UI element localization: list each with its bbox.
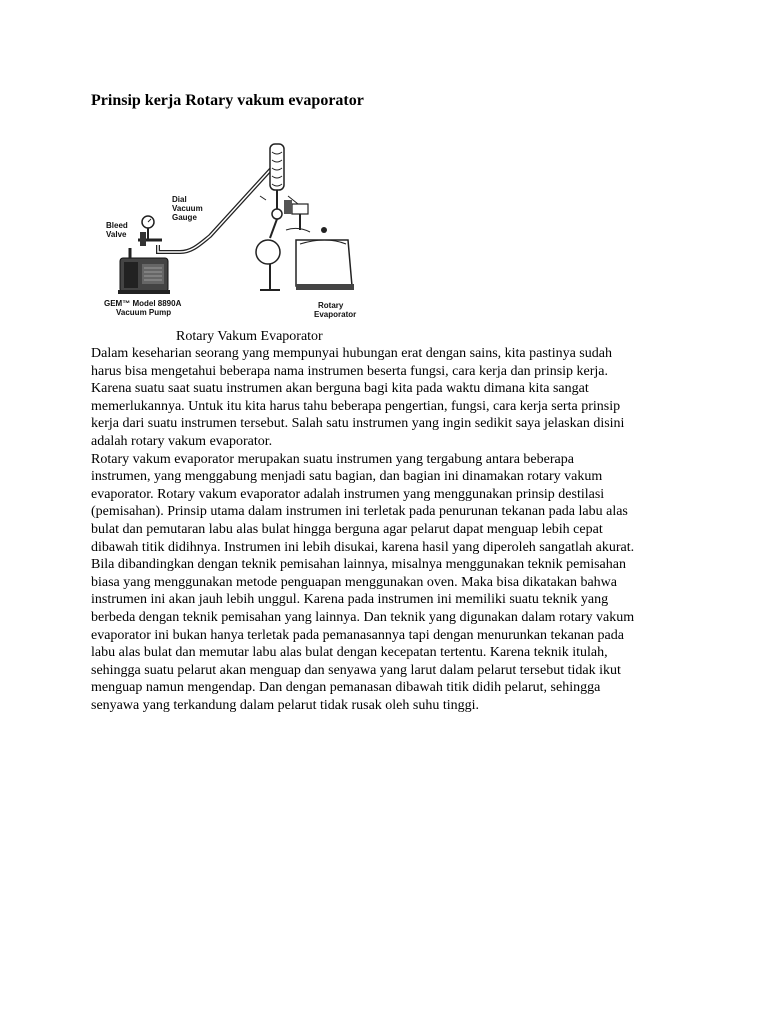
body-line: instrumen, yang menggabung menjadi satu bagian, dan bagian ini dinamakan rotary vakum [91,469,603,485]
body-line: (pemisahan). Prinsip utama dalam instrumen ini terletak pada penurunan tekanan pada labu alas [91,504,628,520]
body-line: dibawah titik didihnya. Instrumen ini lebih disukai, karena hasil yang diperoleh sangatlah akurat. [91,539,635,555]
body-line: biasa yang menggunakan metode penguapan menggunakan oven. Maka bisa dikatakan bahwa [91,574,617,590]
body-paragraphs [91,345,691,714]
label-rotary-2: Evaporator [314,310,357,319]
body-line: Dalam keseharian seorang yang mempunyai hubungan erat dengan sains, kita pastinya sudah [91,346,612,361]
label-bleed-valve-1: Bleed [106,221,128,230]
body-line: Karena suatu saat suatu instrumen akan berguna bagi kita pada waktu dimana kita sangat [91,381,589,397]
body-line: evaporator ini bukan hanya terletak pada pemanasannya tapi dengan menurunkan tekanan pada [91,627,624,643]
label-pump-2: Vacuum Pump [116,308,172,317]
body-line: kerja dari suatu instrumen tersebut. Salah satu instrumen yang ingin sedikit saya jelaskan disini [91,416,625,432]
label-dial-gauge-2: Vacuum [172,204,203,213]
document-title: Prinsip kerja Rotary vakum evaporator [91,92,364,109]
body-line: instrumen ini akan jauh lebih unggul. Karena pada instrumen ini memiliki suatu teknik yang [91,592,609,608]
body-line: memerlukannya. Untuk itu kita harus tahu beberapa pengertian, fungsi, cara kerja serta prinsip [91,398,621,414]
label-dial-gauge-3: Gauge [172,213,197,222]
figure-caption: Rotary Vakum Evaporator [176,329,323,344]
vacuum-pump [118,248,170,294]
label-dial-gauge-1: Dial [172,195,187,204]
body-line: evaporator. Rotary vakum evaporator adalah instrumen yang menggunakan prinsip destilasi [91,486,605,502]
body-line: Bila dibandingkan dengan teknik pemisahan lainnya, misalnya menggunakan teknik pemisahan [91,557,626,573]
body-line: Rotary vakum evaporator merupakan suatu instrumen yang tergabung antara beberapa [91,451,574,467]
label-rotary-1: Rotary [318,301,344,310]
body-line: harus bisa mengetahui beberapa nama instrumen beserta fungsi, cara kerja dan prinsip kerja. [91,363,609,379]
rotary-evaporator-figure [100,140,370,332]
body-line: sehingga suatu pelarut akan menguap dan senyawa yang larut dalam pelarut tersebut tidak ikut [91,662,621,678]
rotary-evaporator-diagram [100,140,370,332]
label-bleed-valve-2: Valve [106,230,127,239]
body-line: senyawa yang terkandung dalam pelarut tidak rusak oleh suhu tinggi. [91,697,480,713]
body-line: adalah rotary vakum evaporator. [91,433,273,449]
label-pump-1: GEM™ Model 8890A [104,299,182,308]
body-line: labu alas bulat dan memutar labu alas bulat dengan kecepatan tertentu. Karena teknik itulah, [91,645,608,661]
body-line: berbeda dengan teknik pemisahan yang lainnya. Dan teknik yang digunakan dalam rotary vakum [91,609,635,625]
bleed-valve [140,232,146,246]
body-line: bulat dan pemutaran labu alas bulat hingga berguna agar pelarut dapat menguap lebih cepat [91,521,603,537]
rotary-evaporator [256,144,354,290]
body-line: menguap namun mengendap. Dan dengan pemanasan dibawah titik didih pelarut, sehingga [91,680,601,696]
